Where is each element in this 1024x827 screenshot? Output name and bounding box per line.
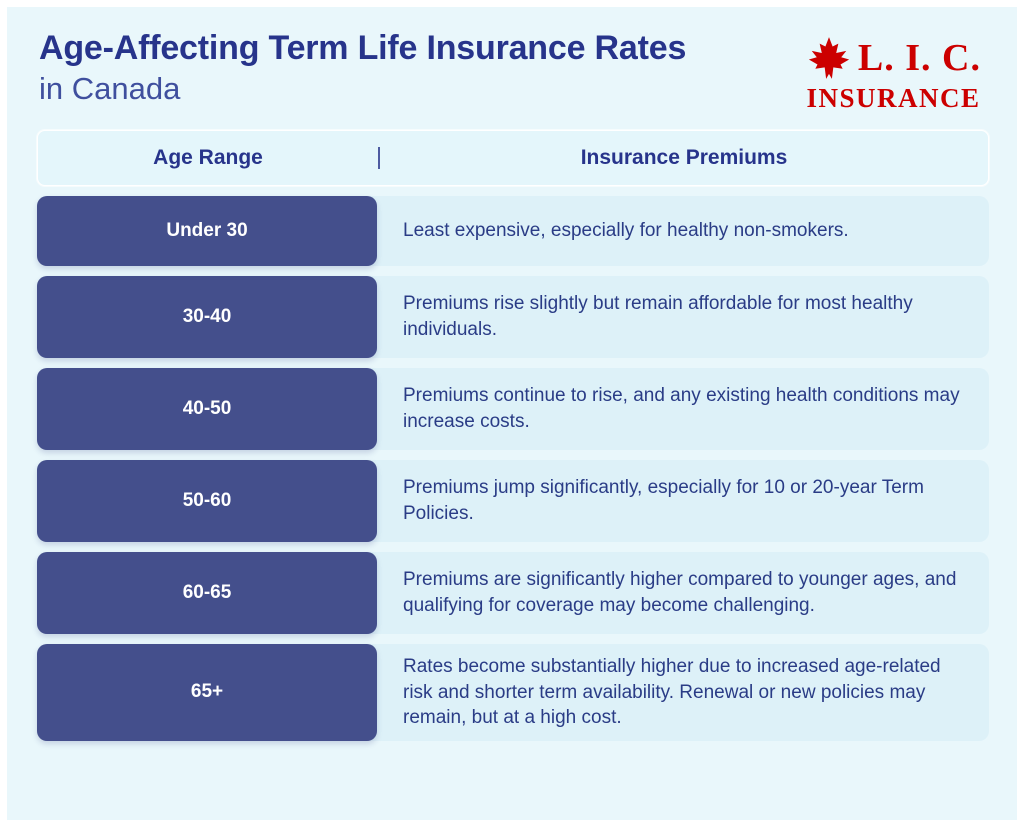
premium-description: Rates become substantially higher due to increased age-related risk and shorter term availability. Renewal or new policies may remain, but at a high cost. [403,656,941,729]
logo-row [806,35,981,81]
premium-description: Least expensive, especially for healthy non-smokers. [403,220,849,242]
page-title: Age-Affecting Term Life Insurance Rates [39,29,687,67]
table-row [37,276,989,358]
premium-description: Premiums jump significantly, especially for 10 or 20-year Term Policies. [403,477,924,524]
logo-brand-subtext: INSURANCE [806,83,981,113]
logo-brand-text: L. I. C. [857,37,981,79]
rates-table [37,130,989,741]
premium-description: Premiums rise slightly but remain affordable for most healthy individuals. [403,293,913,340]
page-subtitle: in Canada [39,71,181,107]
age-range-pill: 30-40 [37,276,377,358]
table-body [37,196,989,741]
age-range-pill: 65+ [37,644,377,741]
header [7,7,1017,112]
column-header-insurance-premiums: Insurance Premiums [580,146,788,169]
header-divider [378,147,380,169]
table-row [37,552,989,634]
age-range-pill: 50-60 [37,460,377,542]
infographic-inner [7,7,1017,820]
table-row [37,644,989,741]
age-range-pill: Under 30 [37,196,377,266]
premium-description: Premiums are significantly higher compared to younger ages, and qualifying for coverage may become challenging. [403,569,957,616]
table-row [37,460,989,542]
age-range-pill: 60-65 [37,552,377,634]
premium-description: Premiums continue to rise, and any existing health conditions may increase costs. [403,385,960,432]
maple-leaf-icon [806,35,852,81]
table-header-row [37,130,989,186]
age-range-pill: 40-50 [37,368,377,450]
brand-logo [806,35,981,112]
table-row [37,196,989,266]
title-block [39,29,686,107]
table-row [37,368,989,450]
column-header-age-range: Age Range [153,146,263,169]
